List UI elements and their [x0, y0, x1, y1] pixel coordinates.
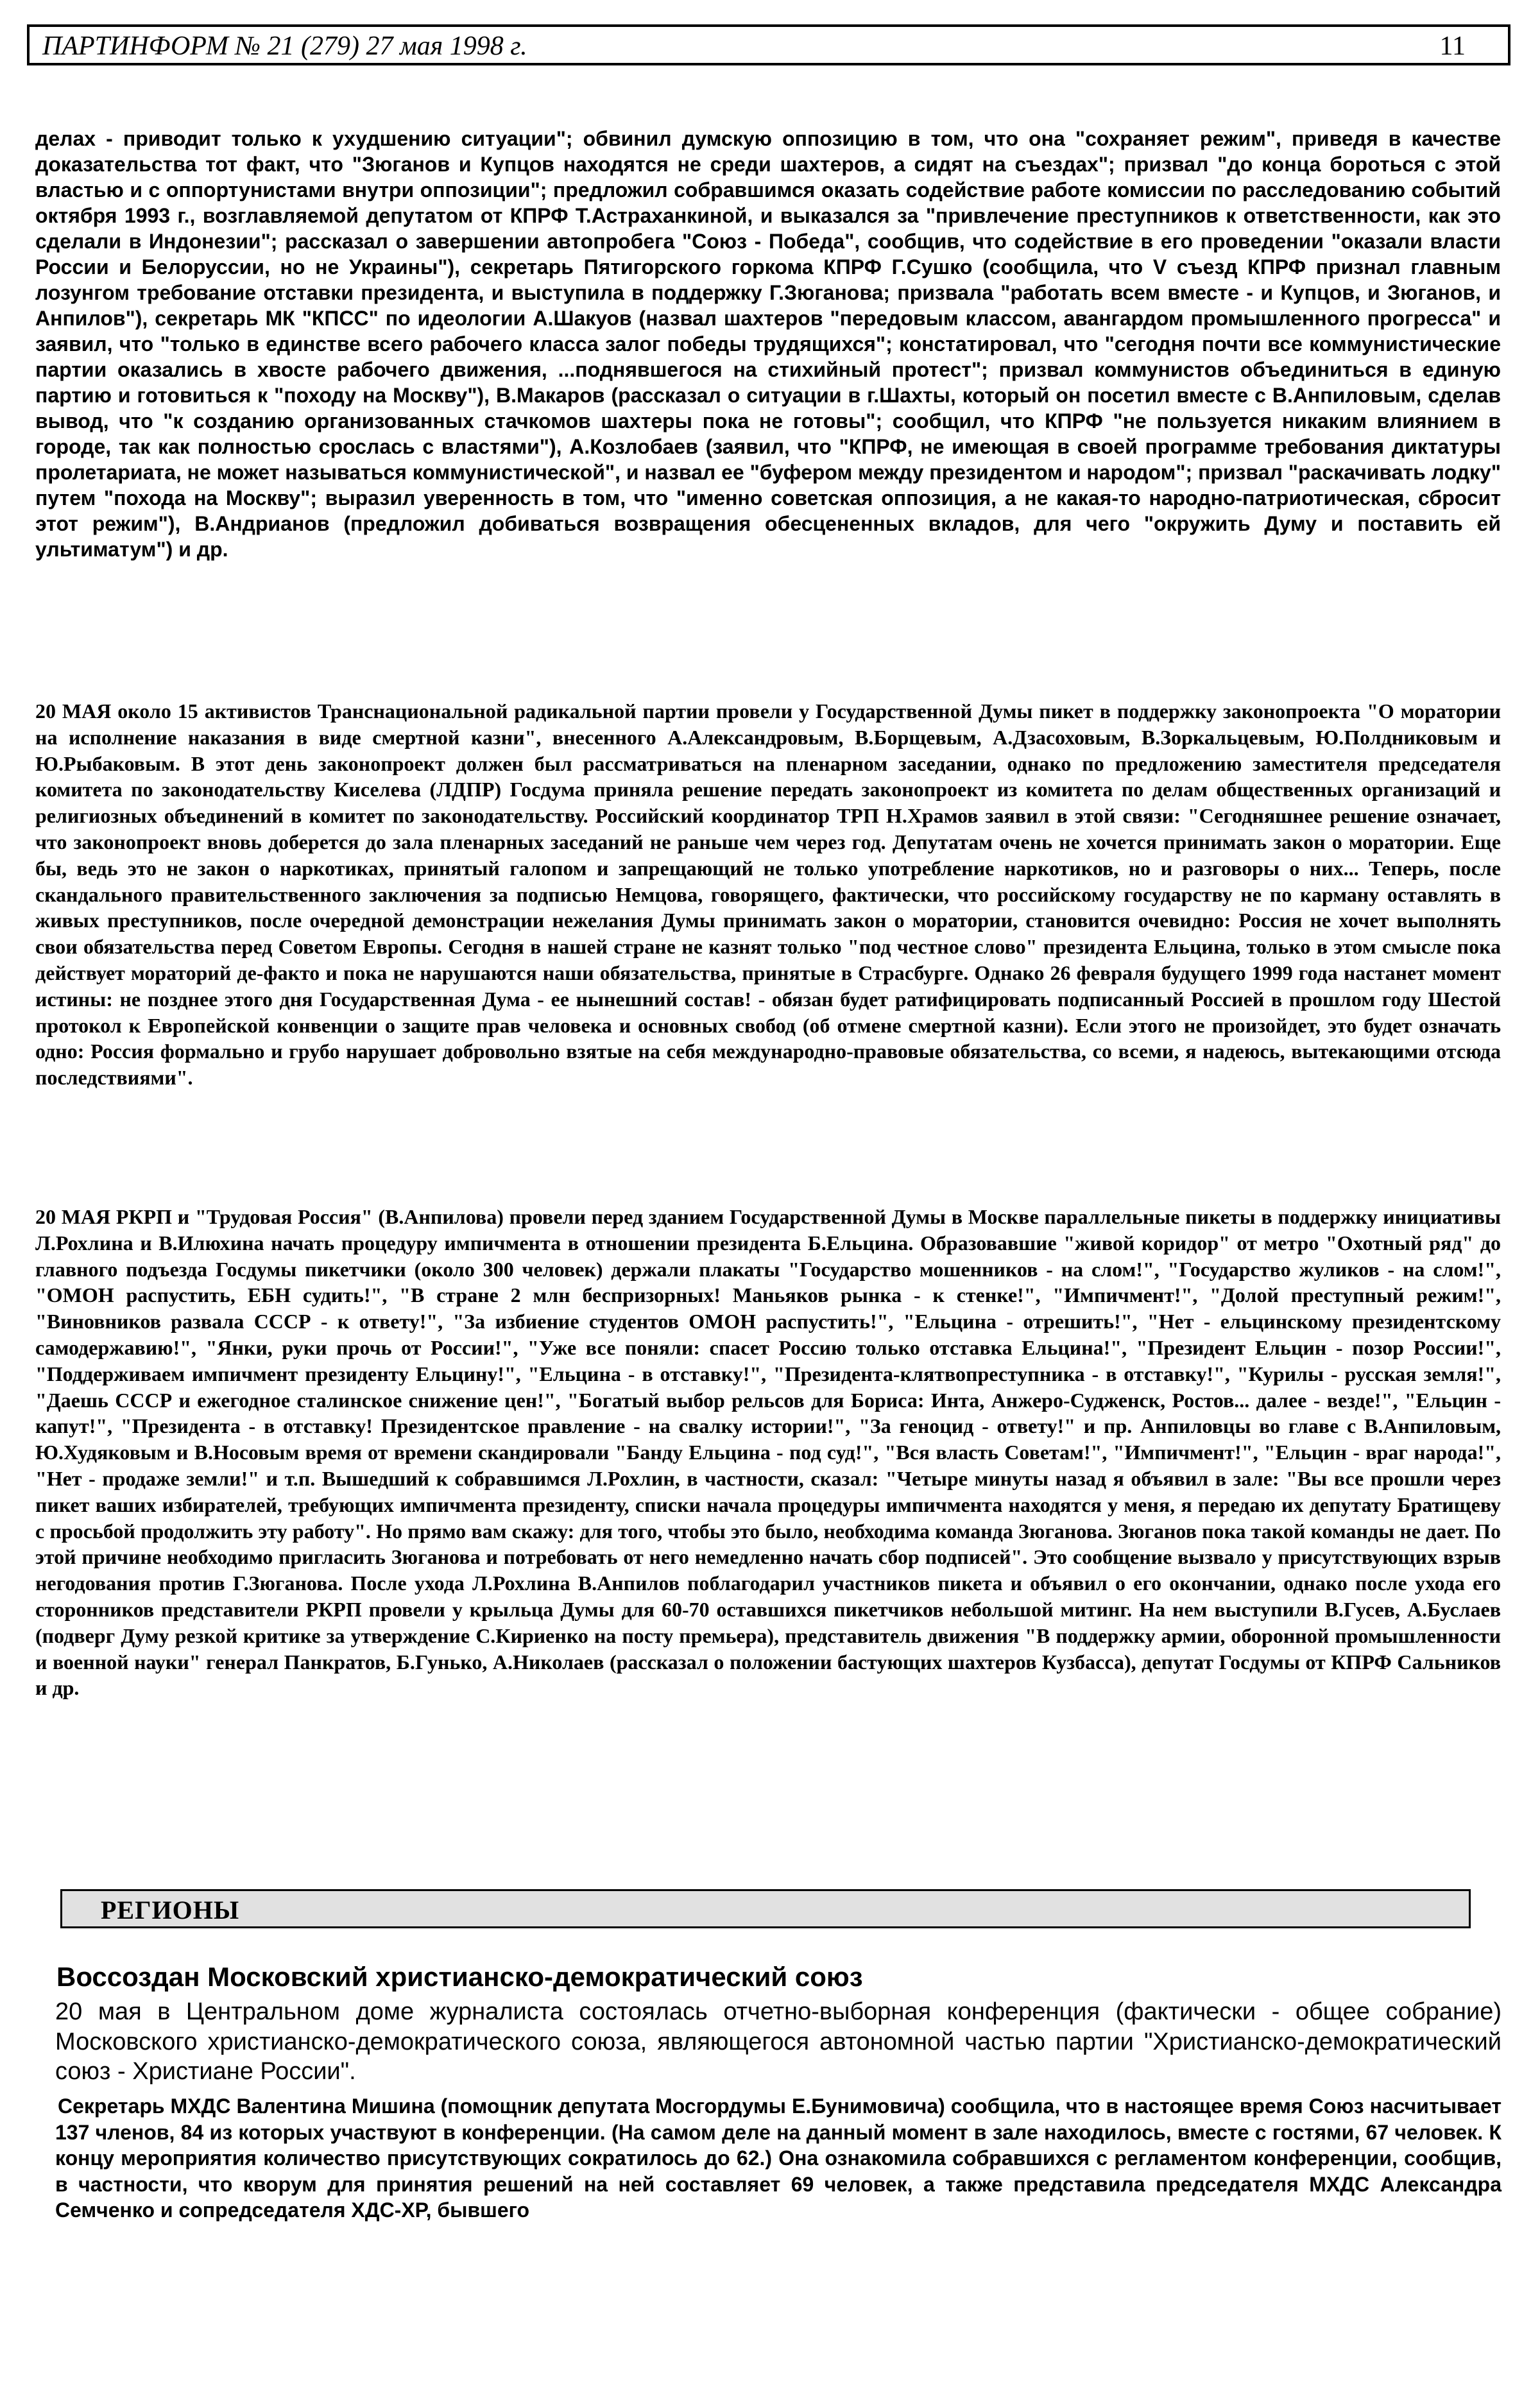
page-header [27, 24, 1510, 65]
page-number: 11 [1439, 31, 1466, 61]
intro-paragraph: делах - приводит только к ухудшению ситуации"; обвинил думскую оппозицию в том, что она "сохраняет режим", приведя в качестве доказательства тот факт, что "Зюганов и Купцов находятся не среди шахтеров, а сидят на съездах"; призвал "до конца бороться с этой властью и с оппортунистами внутри оппозиции"; предложил собравшимся оказать содействие работе комиссии по расследованию событий октября 1993 г., возглавляемой депутатом от КПРФ Т.Астраханкиной, и выказался за "привлечение преступников к ответственности, как это сделали в Индонезии"; рассказал о завершении автопробега "Союз - Победа", сообщив, что содействие в его проведении "оказали власти России и Белоруссии, но не Украины"), секретарь Пятигорского горкома КПРФ Г.Сушко (сообщила, что V съезд КПРФ признал главным лозунгом требование отставки президента, и выступила в поддержку Г.Зюганова; призвала "работать всем вместе - и Купцов, и Зюганов, и Анпилов"), секретарь МК "КПСС" по идеологии А.Шакуов (назвал шахтеров "передовым классом, авангардом промышленного прогресса" и заявил, что "только в единстве всего рабочего класса залог победы трудящихся"; констатировал, что "сегодня почти все коммунистические партии оказались в хвосте рабочего движения, ...поднявшегося на стихийный протест"; призвал коммунистов объединиться в единую партию и готовиться к "походу на Москву"), В.Макаров (рассказал о ситуации в г.Шахты, который он посетил вместе с В.Анпиловым, сделав вывод, что "к созданию организованных стачкомов шахтеры пока не готовы"; сообщил, что КПРФ "не пользуется никаким влиянием в городе, так как полностью срослась с властями"), А.Козлобаев (заявил, что "КПРФ, не имеющая в своей программе требования диктатуры пролетариата, не может называться коммунистической", и назвал ее "буфером между президентом и народом"; призвал "раскачивать лодку" путем "похода на Москву"; выразил уверенность в том, что "именно советская оппозиция, а не какая-то народно-патриотическая, сбросит этот режим"), В.Андрианов (предложил добиваться возвращения обесцененных вкладов, для чего "окружить Думу и поставить ей ультиматум") и др. [35, 127, 1501, 561]
section-label: РЕГИОНЫ [101, 1896, 240, 1924]
rkrp-picket-paragraph: 20 МАЯ РКРП и "Трудовая Россия" (В.Анпилова) провели перед зданием Государственной Думы в Москве параллельные пикеты в поддержку инициативы Л.Рохлина и В.Илюхина начать процедуру импичмента в отношении президента Б.Ельцина. Образовавшие "живой коридор" от метро "Охотный ряд" до главного подъезда Госдумы пикетчики (около 300 человек) держали плакаты "Государство мошенников - на слом!", "Государство жуликов - на слом!", "ОМОН распустить, ЕБН судить!", "В стране 2 млн беспризорных! Маньяков рынка - к стенке!", "Импичмент!", "Долой преступный режим!", "Виновников развала СССР - к ответу!", "За избиение студентов ОМОН распустить!", "Ельцина - отрешить!", "Нет - ельцинскому президентскому самодержавию!", "Янки, руки прочь от России!", "Уже все поняли: спасет Россию только отставка Ельцина!", "Президент Ельцин - позор России!", "Поддерживаем импичмент президенту Ельцину!", "Ельцина - в отставку!", "Президента-клятвопреступника - в отставку!", "Курилы - русская земля!", "Даешь СССР и ежегодное сталинское снижение цен!", "Богатый выбор рельсов для Бориса: Инта, Анжеро-Судженск, Ростов... далее - везде!", "Ельцин - капут!", "Президента - в отставку! Президентское правление - на свалку истории!", "За геноцид - ответу!" и пр. Анпиловцы во главе с В.Анпиловым, Ю.Худяковым и В.Носовым время от времени скандировали "Банду Ельцина - под суд!", "Вся власть Советам!", "Импичмент!", "Ельцин - враг народа!", "Нет - продаже земли!" и т.п. Вышедший к собравшимся Л.Рохлин, в частности, сказал: "Четыре минуты назад я объявил в зале: "Вы все прошли через пикет ваших избирателей, требующих импичмента президенту, списки начала процедуры импичмента находятся у меня, я передаю их депутату Братищеву с просьбой продолжить эту работу". Но прямо вам скажу: для того, чтобы это было, необходима команда Зюганова. Зюганов пока такой команды не дает. По этой причине необходимо пригласить Зюганова и потребовать от него немедленно начать сбор подписей". Это сообщение вызвало у присутствующих взрыв негодования против Г.Зюганова. После ухода Л.Рохлина В.Анпилов поблагодарил участников пикета и объявил о его окончании, однако после ухода его сторонников представители РКРП провели у крыльца Думы для 60-70 оставшихся пикетчиков небольшой митинг. На нем выступили В.Гусев, А.Буслаев (подверг Думу резкой критике за утверждение С.Кириенко на посту премьера), представитель движения "В поддержку армии, оборонной промышленности и военной науки" генерал Панкратов, Б.Гунько, А.Николаев (рассказал о положении бастующих шахтеров Кузбасса), депутат Госдумы от КПРФ Сальников и др. [35, 1205, 1501, 1700]
article-lead: 20 мая в Центральном доме журналиста состоялась отчетно-выборная конференция (фактически - общее собрание) Московского христианско-демократического союза, являющегося автономной частью партии "Христианско-демократический союз - Христиане России". [55, 1998, 1502, 2085]
section-header-regions [60, 1889, 1471, 1928]
trp-picket-paragraph: 20 МАЯ около 15 активистов Транснациональной радикальной партии провели у Государственной Думы пикет в поддержку законопроекта "О моратории на исполнение наказания в виде смертной казни", внесенного А.Александровым, В.Борщевым, А.Дзасоховым, В.Зоркальцевым, Ю.Полдниковым и Ю.Рыбаковым. В этот день законопроект должен был рассматриваться на пленарном заседании, однако по предложению заместителя председателя комитета по законодательству Киселева (ЛДПР) Госдума приняла решение передать законопроект из комитета по делам общественных организаций и религиозных объединений в комитет по законодательству. Российский координатор ТРП Н.Храмов заявил в этой связи: "Сегодняшнее решение означает, что законопроект вновь доберется до зала пленарных заседаний не раньше чем через год. Депутатам очень не хочется принимать закон о моратории. Еще бы, ведь это не закон о наркотиках, принятый галопом и запрещающий не только употребление наркотиков, но и разговоры о них... Теперь, после скандального правительственного заключения за подписью Немцова, говорящего, фактически, что российскому государству не по карману оставлять в живых преступников, после очередной демонстрации нежелания Думы принимать закон о моратории, становится очевидно: Россия не хочет выполнять свои обязательства перед Советом Европы. Сегодня в нашей стране не казнят только "под честное слово" президента Ельцина, только в этом смысле пока действует мораторий де-факто и пока не нарушаются наши обязательства, принятые в Страсбурге. Однако 26 февраля будущего 1999 года настанет момент истины: не позднее этого дня Государственная Дума - ее нынешний состав! - обязан будет ратифицировать подписанный Россией в прошлом году Шестой протокол к Европейской конвенции о защите прав человека и основных свобод (об отмене смертной казни). Если этого не произойдет, это будет означать одно: Россия формально и грубо нарушает добровольно взятые на себя международно-правовые обязательства, со всеми, я надеюсь, вытекающими отсюда последствиями". [35, 699, 1501, 1090]
publication-title: ПАРТИНФОРМ № 21 (279) 27 мая 1998 г. [42, 31, 527, 61]
article-body: Секретарь МХДС Валентина Мишина (помощник депутата Мосгордумы Е.Бунимовича) сообщила, что в настоящее время Союз насчитывает 137 членов, 84 из которых участвуют в конференции. (На самом деле на данный момент в зале находилось, вместе с гостями, 67 человек. К концу мероприятия количество присутствующих сократилось до 62.) Она ознакомила собравшихся с регламентом конференции, сообщив, в частности, что кворум для принятия решений на ней составляет 69 человек, а также представила председателя МХДС Александра Семченко и сопредседателя ХДС-ХР, бывшего [55, 2095, 1502, 2222]
article-title: Воссоздан Московский христианско-демократический союз [56, 1962, 863, 1992]
